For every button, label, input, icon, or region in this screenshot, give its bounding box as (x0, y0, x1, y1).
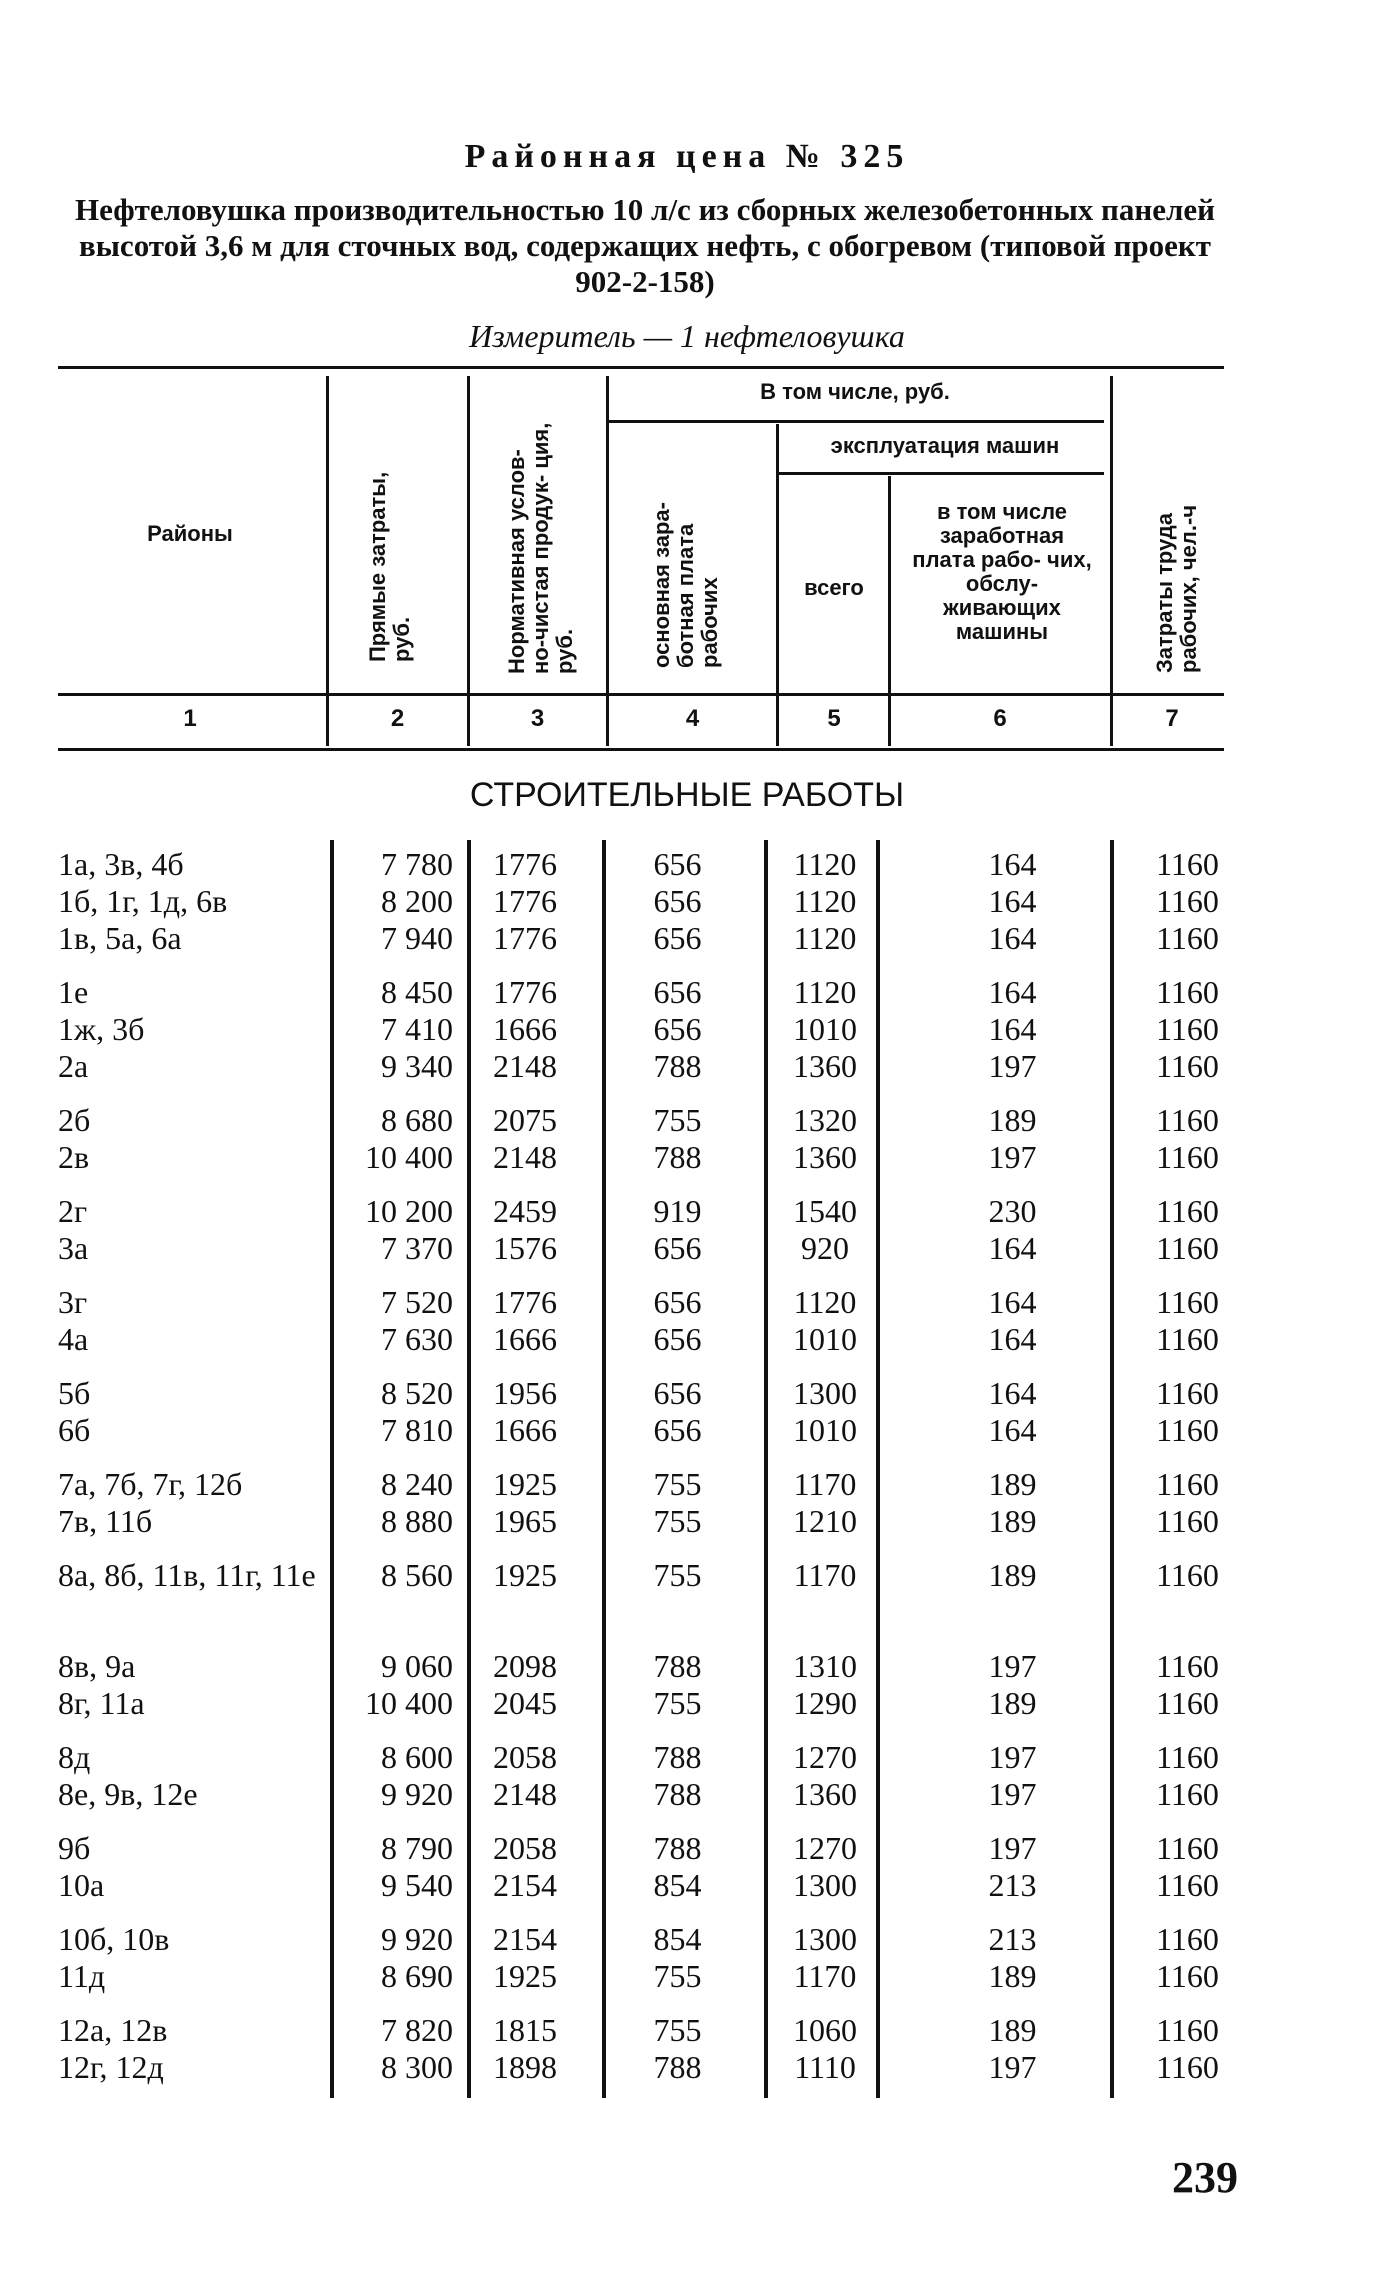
table-row (0, 1011, 1374, 1048)
machines-wage-cell: 189 (988, 1503, 1037, 1539)
base-wage-cell: 656 (653, 1011, 702, 1047)
machines-wage-cell: 197 (988, 1776, 1037, 1812)
price-table-body (0, 846, 1374, 2103)
table-row (0, 1321, 1374, 1358)
region-cell: 1е (58, 974, 89, 1010)
row-group (0, 1830, 1374, 1904)
machines-wage-cell: 164 (988, 1375, 1037, 1411)
labor-cell: 1160 (1156, 920, 1219, 956)
normative-cell: 1776 (493, 846, 557, 882)
table-row (0, 1921, 1374, 1958)
machines-total-cell: 1270 (793, 1739, 857, 1775)
machines-total-cell: 1170 (793, 1958, 857, 1994)
machines-total-cell: 1270 (793, 1830, 857, 1866)
base-wage-cell: 755 (653, 2012, 702, 2048)
row-group (0, 1193, 1374, 1267)
normative-cell: 2154 (493, 1867, 557, 1903)
labor-cell: 1160 (1156, 1503, 1219, 1539)
table-row (0, 1867, 1374, 1904)
machines-wage-cell: 197 (988, 2049, 1037, 2085)
region-cell: 7а, 7б, 7г, 12б (58, 1466, 243, 1502)
normative-cell: 1776 (493, 920, 557, 956)
machines-group-rule (776, 472, 1104, 475)
row-group (0, 1375, 1374, 1449)
col-number-3: 3 (530, 705, 545, 732)
labor-cell: 1160 (1156, 1011, 1219, 1047)
base-wage-cell: 656 (653, 1412, 702, 1448)
machines-wage-cell: 164 (988, 1284, 1037, 1320)
machines-wage-cell: 164 (988, 846, 1037, 882)
labor-cell: 1160 (1156, 1830, 1219, 1866)
row-group (0, 1739, 1374, 1813)
table-row (0, 1557, 1374, 1631)
machines-total-cell: 1210 (793, 1503, 857, 1539)
labor-cell: 1160 (1156, 1048, 1219, 1084)
machines-wage-cell: 197 (988, 1648, 1037, 1684)
region-cell: 8а, 8б, 11в, 11г, 11е (58, 1557, 316, 1593)
base-wage-cell: 656 (653, 1375, 702, 1411)
normative-cell: 2098 (493, 1648, 557, 1684)
machines-wage-cell: 164 (988, 1011, 1037, 1047)
labor-cell: 1160 (1156, 1375, 1219, 1411)
base-wage-cell: 854 (653, 1867, 702, 1903)
normative-cell: 1956 (493, 1375, 557, 1411)
region-cell: 1ж, 3б (58, 1011, 145, 1047)
machines-total-cell: 1120 (793, 1284, 857, 1320)
machines-wage-cell: 213 (988, 1867, 1037, 1903)
direct-costs-cell: 8 560 (381, 1557, 453, 1593)
base-wage-cell: 755 (653, 1503, 702, 1539)
machines-total-cell: 1360 (793, 1048, 857, 1084)
region-cell: 11д (58, 1958, 106, 1994)
table-row (0, 1776, 1374, 1813)
base-wage-cell: 656 (653, 920, 702, 956)
table-row (0, 846, 1374, 883)
labor-cell: 1160 (1156, 1958, 1219, 1994)
machines-total-cell: 1010 (793, 1011, 857, 1047)
col-total-header: всего (804, 575, 864, 600)
machines-wage-cell: 164 (988, 1230, 1037, 1266)
col-number-6: 6 (993, 705, 1007, 732)
page-subtitle: Нефтеловушка производительностью 10 л/с из сборных железобетонных панелей высотой 3,6 м для сточных вод, содержащих нефть, с обогревом (типовой проект 902-2-158) (74, 192, 1216, 299)
base-wage-cell: 656 (653, 1230, 702, 1266)
row-group (0, 1648, 1374, 1722)
col-normative-header: Нормативная услов- но-чистая продук- ция, руб. (504, 422, 577, 674)
labor-cell: 1160 (1156, 1193, 1219, 1229)
labor-cell: 1160 (1156, 1230, 1219, 1266)
normative-cell: 1666 (493, 1412, 557, 1448)
header-divider-4 (776, 424, 779, 746)
region-cell: 4а (58, 1321, 89, 1357)
base-wage-cell: 788 (653, 1139, 702, 1175)
machines-total-cell: 1360 (793, 1139, 857, 1175)
labor-cell: 1160 (1156, 1685, 1219, 1721)
base-wage-cell: 788 (653, 2049, 702, 2085)
labor-cell: 1160 (1156, 1412, 1219, 1448)
direct-costs-cell: 10 400 (365, 1139, 453, 1175)
row-group (0, 1466, 1374, 1540)
machines-wage-cell: 164 (988, 1412, 1037, 1448)
region-cell: 8г, 11а (58, 1685, 145, 1721)
header-divider-2 (467, 376, 470, 746)
machines-total-cell: 1300 (793, 1867, 857, 1903)
region-cell: 10б, 10в (58, 1921, 170, 1957)
table-row (0, 1193, 1374, 1230)
machines-wage-cell: 230 (988, 1193, 1037, 1229)
region-cell: 2б (58, 1102, 91, 1138)
table-row (0, 2049, 1374, 2086)
direct-costs-cell: 8 450 (381, 974, 453, 1010)
base-wage-cell: 919 (653, 1193, 702, 1229)
normative-cell: 1898 (493, 2049, 557, 2085)
labor-cell: 1160 (1156, 1739, 1219, 1775)
direct-costs-cell: 10 200 (365, 1193, 453, 1229)
machines-wage-cell: 189 (988, 1466, 1037, 1502)
header-divider-6 (1110, 376, 1113, 746)
region-cell: 8е, 9в, 12е (58, 1776, 198, 1812)
direct-costs-cell: 7 940 (381, 920, 453, 956)
row-group (0, 974, 1374, 1085)
direct-costs-cell: 7 520 (381, 1284, 453, 1320)
table-row (0, 1648, 1374, 1685)
machines-total-cell: 1120 (793, 974, 857, 1010)
col-incl-wage-header: в том числе заработная плата рабо- чих, обслу- живающих машины (912, 499, 1092, 644)
direct-costs-cell: 8 690 (381, 1958, 453, 1994)
normative-cell: 2058 (493, 1830, 557, 1866)
normative-cell: 1666 (493, 1321, 557, 1357)
machines-total-cell: 1300 (793, 1375, 857, 1411)
header-bottom-rule (58, 693, 1224, 696)
col-number-7: 7 (1165, 705, 1179, 732)
region-cell: 3г (58, 1284, 88, 1320)
base-wage-cell: 755 (653, 1958, 702, 1994)
direct-costs-cell: 8 300 (381, 2049, 453, 2085)
machines-total-cell: 1010 (793, 1412, 857, 1448)
normative-cell: 1925 (493, 1557, 557, 1593)
page-title: Районная цена № 325 (464, 138, 910, 175)
base-wage-cell: 755 (653, 1685, 702, 1721)
region-cell: 2г (58, 1193, 88, 1229)
region-cell: 12г, 12д (58, 2049, 164, 2085)
region-cell: 3а (58, 1230, 89, 1266)
header-top-rule (58, 366, 1224, 369)
table-row (0, 1284, 1374, 1321)
region-cell: 8д (58, 1739, 91, 1775)
machines-wage-cell: 164 (988, 883, 1037, 919)
base-wage-cell: 656 (653, 974, 702, 1010)
machines-wage-cell: 197 (988, 1739, 1037, 1775)
machines-wage-cell: 189 (988, 1958, 1037, 1994)
normative-cell: 2459 (493, 1193, 557, 1229)
labor-cell: 1160 (1156, 1921, 1219, 1957)
normative-cell: 1666 (493, 1011, 557, 1047)
direct-costs-cell: 8 880 (381, 1503, 453, 1539)
region-cell: 12а, 12в (58, 2012, 168, 2048)
table-row (0, 1412, 1374, 1449)
labor-cell: 1160 (1156, 1139, 1219, 1175)
direct-costs-cell: 8 520 (381, 1375, 453, 1411)
base-wage-cell: 656 (653, 1321, 702, 1357)
machines-wage-cell: 189 (988, 2012, 1037, 2048)
machines-total-cell: 1120 (793, 883, 857, 919)
col-machines-group-header: эксплуатация машин (830, 433, 1060, 458)
direct-costs-cell: 7 780 (381, 846, 453, 882)
region-cell: 2в (58, 1139, 90, 1175)
machines-total-cell: 1170 (793, 1466, 857, 1502)
machines-total-cell: 1110 (794, 2049, 856, 2085)
region-cell: 1в, 5а, 6а (58, 920, 182, 956)
direct-costs-cell: 8 790 (381, 1830, 453, 1866)
region-cell: 9б (58, 1830, 91, 1866)
base-wage-cell: 656 (653, 846, 702, 882)
base-wage-cell: 755 (653, 1102, 702, 1138)
base-wage-cell: 788 (653, 1739, 702, 1775)
base-wage-cell: 755 (653, 1466, 702, 1502)
table-row (0, 883, 1374, 920)
machines-total-cell: 1310 (793, 1648, 857, 1684)
region-cell: 8в, 9а (58, 1648, 136, 1684)
machines-total-cell: 1060 (793, 2012, 857, 2048)
col-incl-group-header: В том числе, руб. (760, 379, 950, 404)
labor-cell: 1160 (1156, 1284, 1219, 1320)
normative-cell: 1815 (493, 2012, 557, 2048)
machines-total-cell: 1360 (793, 1776, 857, 1812)
labor-cell: 1160 (1156, 1557, 1219, 1593)
col-labor-header: Затраты труда рабочих, чел.-ч (1152, 504, 1201, 673)
machines-wage-cell: 189 (988, 1685, 1037, 1721)
table-row (0, 1466, 1374, 1503)
direct-costs-cell: 7 410 (381, 1011, 453, 1047)
table-row (0, 920, 1374, 957)
machines-total-cell: 1120 (793, 846, 857, 882)
region-cell: 1а, 3в, 4б (58, 846, 184, 882)
direct-costs-cell: 9 540 (381, 1867, 453, 1903)
labor-cell: 1160 (1156, 1648, 1219, 1684)
machines-wage-cell: 197 (988, 1139, 1037, 1175)
base-wage-cell: 788 (653, 1048, 702, 1084)
table-row (0, 1139, 1374, 1176)
direct-costs-cell: 9 920 (381, 1776, 453, 1812)
normative-cell: 2154 (493, 1921, 557, 1957)
direct-costs-cell: 8 600 (381, 1739, 453, 1775)
base-wage-cell: 788 (653, 1648, 702, 1684)
normative-cell: 1776 (493, 974, 557, 1010)
col-regions-header: Районы (147, 521, 233, 546)
page-number: 239 (1172, 2153, 1238, 2202)
base-wage-cell: 656 (653, 883, 702, 919)
normative-cell: 1925 (493, 1958, 557, 1994)
table-row (0, 1102, 1374, 1139)
direct-costs-cell: 7 370 (381, 1230, 453, 1266)
machines-wage-cell: 164 (988, 920, 1037, 956)
col-direct-costs-header: Прямые затраты, руб. (365, 471, 414, 662)
machines-wage-cell: 197 (988, 1048, 1037, 1084)
table-row (0, 2012, 1374, 2049)
direct-costs-cell: 9 060 (381, 1648, 453, 1684)
table-row (0, 1958, 1374, 1995)
col-number-5: 5 (827, 705, 841, 732)
col-number-4: 4 (685, 705, 700, 732)
region-cell: 6б (58, 1412, 91, 1448)
header-divider-3 (606, 376, 609, 746)
table-row (0, 1048, 1374, 1085)
section-title: СТРОИТЕЛЬНЫЕ РАБОТЫ (469, 776, 905, 814)
machines-total-cell: 1540 (793, 1193, 857, 1229)
measure-unit: Измеритель — 1 нефтеловушка (469, 318, 905, 354)
normative-cell: 2148 (493, 1776, 557, 1812)
normative-cell: 1776 (493, 883, 557, 919)
machines-total-cell: 1170 (793, 1557, 857, 1593)
machines-wage-cell: 189 (988, 1102, 1037, 1138)
base-wage-cell: 755 (653, 1557, 702, 1593)
machines-total-cell: 1290 (793, 1685, 857, 1721)
direct-costs-cell: 8 200 (381, 883, 453, 919)
row-group (0, 1284, 1374, 1358)
direct-costs-cell: 10 400 (365, 1685, 453, 1721)
machines-wage-cell: 213 (988, 1921, 1037, 1957)
labor-cell: 1160 (1156, 846, 1219, 882)
labor-cell: 1160 (1156, 1102, 1219, 1138)
col-number-1: 1 (183, 705, 197, 732)
row-group (0, 1557, 1374, 1631)
normative-cell: 2148 (493, 1048, 557, 1084)
incl-group-rule (608, 420, 1104, 423)
labor-cell: 1160 (1156, 1321, 1219, 1357)
base-wage-cell: 788 (653, 1830, 702, 1866)
row-group (0, 1921, 1374, 1995)
direct-costs-cell: 9 920 (381, 1921, 453, 1957)
col-number-2: 2 (390, 705, 405, 732)
normative-cell: 2075 (493, 1102, 557, 1138)
header-divider-1 (326, 376, 329, 746)
direct-costs-cell: 9 340 (381, 1048, 453, 1084)
labor-cell: 1160 (1156, 1867, 1219, 1903)
direct-costs-cell: 8 680 (381, 1102, 453, 1138)
machines-total-cell: 1300 (793, 1921, 857, 1957)
col-base-wage-header: основная зара- ботная плата рабочих (649, 502, 722, 668)
base-wage-cell: 854 (653, 1921, 702, 1957)
normative-cell: 1965 (493, 1503, 557, 1539)
normative-cell: 1925 (493, 1466, 557, 1502)
table-row (0, 1503, 1374, 1540)
table-row (0, 1739, 1374, 1776)
normative-cell: 2148 (493, 1139, 557, 1175)
direct-costs-cell: 8 240 (381, 1466, 453, 1502)
direct-costs-cell: 7 630 (381, 1321, 453, 1357)
machines-wage-cell: 164 (988, 1321, 1037, 1357)
region-cell: 5б (58, 1375, 91, 1411)
table-row (0, 1375, 1374, 1412)
machines-total-cell: 920 (801, 1230, 849, 1266)
region-cell: 2а (58, 1048, 89, 1084)
row-group (0, 2012, 1374, 2086)
machines-wage-cell: 189 (988, 1557, 1037, 1593)
labor-cell: 1160 (1156, 2012, 1219, 2048)
region-cell: 10а (58, 1867, 105, 1903)
table-row (0, 1830, 1374, 1867)
normative-cell: 2045 (493, 1685, 557, 1721)
machines-total-cell: 1120 (793, 920, 857, 956)
direct-costs-cell: 7 820 (381, 2012, 453, 2048)
base-wage-cell: 656 (653, 1284, 702, 1320)
table-row (0, 1230, 1374, 1267)
machines-total-cell: 1320 (793, 1102, 857, 1138)
region-cell: 1б, 1г, 1д, 6в (58, 883, 228, 919)
normative-cell: 2058 (493, 1739, 557, 1775)
direct-costs-cell: 7 810 (381, 1412, 453, 1448)
labor-cell: 1160 (1156, 883, 1219, 919)
labor-cell: 1160 (1156, 2049, 1219, 2085)
region-cell: 7в, 11б (58, 1503, 153, 1539)
normative-cell: 1776 (493, 1284, 557, 1320)
table-row (0, 1685, 1374, 1722)
table-row (0, 974, 1374, 1011)
machines-wage-cell: 197 (988, 1830, 1037, 1866)
row-group (0, 846, 1374, 957)
row-group (0, 1102, 1374, 1176)
base-wage-cell: 788 (653, 1776, 702, 1812)
labor-cell: 1160 (1156, 1776, 1219, 1812)
machines-total-cell: 1010 (793, 1321, 857, 1357)
machines-wage-cell: 164 (988, 974, 1037, 1010)
normative-cell: 1576 (493, 1230, 557, 1266)
colnum-bottom-rule (58, 748, 1224, 751)
labor-cell: 1160 (1156, 974, 1219, 1010)
labor-cell: 1160 (1156, 1466, 1219, 1502)
